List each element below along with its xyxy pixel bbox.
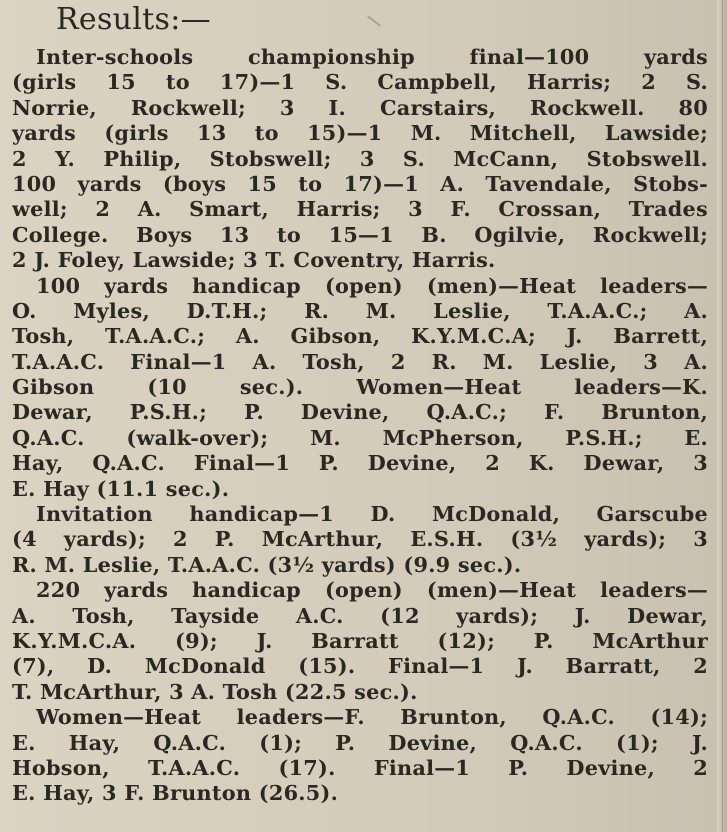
print-mark [367, 15, 381, 26]
text-line: K.Y.M.C.A. (9); J. Barratt (12); P. McArthur [12, 627, 708, 653]
text-line: well; 2 A. Smart, Harris; 3 F. Crossan, Trades [12, 196, 708, 222]
results-heading: Results:— [56, 2, 211, 37]
text-line: 2 Y. Philip, Stobswell; 3 S. McCann, Stobswell. [12, 145, 708, 171]
text-line: 100 yards (boys 15 to 17)—1 A. Tavendale, Stobs- [12, 170, 708, 196]
column-edge [717, 0, 727, 832]
text-line: 2 J. Foley, Lawside; 3 T. Coventry, Harris. [12, 247, 496, 273]
text-line: Invitation handicap—1 D. McDonald, Garscube [36, 501, 708, 527]
text-line: Women—Heat leaders—F. Brunton, Q.A.C. (14); [36, 704, 708, 730]
text-line: 100 yards handicap (open) (men)—Heat leaders— [36, 272, 708, 298]
text-line: (girls 15 to 17)—1 S. Campbell, Harris; 2 S. [12, 69, 708, 95]
text-line: Hobson, T.A.A.C. (17). Final—1 P. Devine, 2 [12, 754, 708, 780]
text-line: E. Hay (11.1 sec.). [12, 475, 230, 501]
invitation-handicap-paragraph [12, 501, 708, 577]
text-line: E. Hay, 3 F. Brunton (26.5). [12, 780, 339, 806]
text-line: Norrie, Rockwell; 3 I. Carstairs, Rockwell. 80 [12, 94, 708, 120]
text-line: Gibson (10 sec.). Women—Heat leaders—K. [12, 374, 708, 400]
text-line: Dewar, P.S.H.; P. Devine, Q.A.C.; F. Brunton, [12, 399, 708, 425]
text-line: (4 yards); 2 P. McArthur, E.S.H. (3½ yards); 3 [12, 526, 708, 552]
two-twenty-yards-handicap-paragraph [12, 577, 708, 704]
text-line: T.A.A.C. Final—1 A. Tosh, 2 R. M. Leslie, 3 A. [12, 348, 708, 374]
text-line: College. Boys 13 to 15—1 B. Ogilvie, Rockwell; [12, 221, 708, 247]
text-line: O. Myles, D.T.H.; R. M. Leslie, T.A.A.C.; A. [12, 297, 708, 323]
text-line: Tosh, T.A.A.C.; A. Gibson, K.Y.M.C.A; J. Barrett, [12, 323, 708, 349]
women-heat-paragraph [12, 704, 708, 806]
text-line: E. Hay, Q.A.C. (1); P. Devine, Q.A.C. (1); J. [12, 729, 708, 755]
results-body [12, 44, 708, 806]
text-line: (7), D. McDonald (15). Final—1 J. Barratt, 2 [12, 653, 708, 679]
text-line: R. M. Leslie, T.A.A.C. (3½ yards) (9.9 sec.). [12, 551, 522, 577]
text-line: A. Tosh, Tayside A.C. (12 yards); J. Dewar, [12, 602, 708, 628]
text-line: T. McArthur, 3 A. Tosh (22.5 sec.). [12, 678, 418, 704]
text-line: Q.A.C. (walk-over); M. McPherson, P.S.H.; E. [12, 424, 708, 450]
text-line: yards (girls 13 to 15)—1 M. Mitchell, Lawside; [12, 120, 708, 146]
text-line: 220 yards handicap (open) (men)—Heat leaders— [36, 577, 708, 603]
text-line: Inter-schools championship final—100 yards [36, 44, 708, 69]
hundred-yards-handicap-paragraph [12, 273, 708, 502]
text-line: Hay, Q.A.C. Final—1 P. Devine, 2 K. Dewar, 3 [12, 450, 708, 476]
inter-schools-paragraph [12, 44, 708, 273]
